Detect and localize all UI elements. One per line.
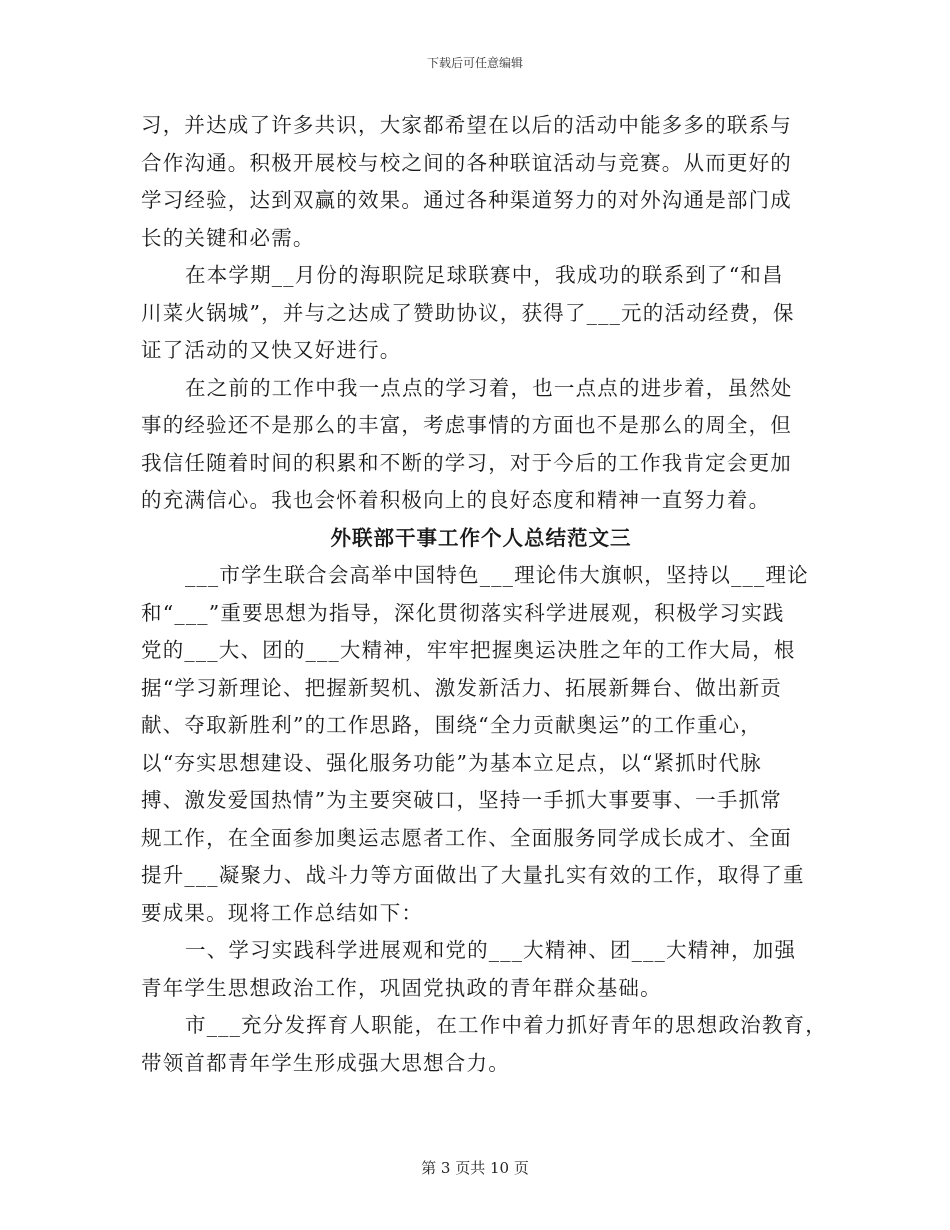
text-line: 献、夺取新胜利”的工作思路，围绕“全力贡献奥运”的工作重心， <box>141 713 762 737</box>
text-line: 川菜火锅城”，并与之达成了赞助协议，获得了___元的活动经费，保 <box>141 300 795 325</box>
text-line: 在之前的工作中我一点点的学习着，也一点点的进步着，虽然处 <box>185 375 793 400</box>
text-line: 规工作，在全面参加奥运志愿者工作、全面服务同学成长成才、全面 <box>141 825 792 850</box>
text-line: 学习经验，达到双赢的效果。通过各种渠道努力的对外沟通是部门成 <box>141 188 792 212</box>
document-body <box>141 107 827 1082</box>
page-header: 下载后可任意编辑 <box>426 56 523 70</box>
text-line: 长的关键和必需。 <box>141 225 315 250</box>
text-line: 事的经验还不是那么的丰富，考虑事情的方面也不是那么的周全，但 <box>141 413 792 437</box>
text-line: 党的___大、团的___大精神，牢牢把握奥运决胜之年的工作大局，根 <box>141 638 796 662</box>
text-line: 带领首都青年学生形成强大思想合力。 <box>141 1050 510 1075</box>
text-line: 据“学习新理论、把握新契机、激发新活力、拓展新舞台、做出新贡 <box>141 675 782 700</box>
text-line: 证了活动的又快又好进行。 <box>141 338 402 362</box>
text-line: 和“___”重要思想为指导，深化贯彻落实科学进展观，积极学习实践 <box>141 600 785 625</box>
text-line: 在本学期__月份的海职院足球联赛中，我成功的联系到了“和昌 <box>185 263 784 287</box>
text-line: 以“夯实思想建设、强化服务功能”为基本立足点，以“紧抓时代脉 <box>141 750 762 775</box>
section-title: 外联部干事工作个人总结范文三 <box>330 525 632 550</box>
page-footer: 第 3 页共 10 页 <box>421 1159 529 1177</box>
text-line: 要成果。现将工作总结如下： <box>141 900 424 925</box>
text-line: ___市学生联合会高举中国特色___理论伟大旗帜，坚持以___理论 <box>185 563 809 587</box>
text-line: 我信任随着时间的积累和不断的学习，对于今后的工作我肯定会更加 <box>141 450 792 475</box>
text-line: 市___充分发挥育人职能，在工作中着力抓好青年的思想政治教育， <box>185 1013 827 1037</box>
text-line: 合作沟通。积极开展校与校之间的各种联谊活动与竞赛。从而更好的 <box>141 150 792 175</box>
text-line: 一、学习实践科学进展观和党的___大精神、团___大精神，加强 <box>185 938 797 962</box>
text-line: 的充满信心。我也会怀着积极向上的良好态度和精神一直努力着。 <box>141 488 771 512</box>
text-line: 习，并达成了许多共识，大家都希望在以后的活动中能多多的联系与 <box>141 113 792 137</box>
text-line: 提升___凝聚力、战斗力等方面做出了大量扎实有效的工作，取得了重 <box>141 863 805 887</box>
text-line: 搏、激发爱国热情”为主要突破口，坚持一手抓大事要事、一手抓常 <box>141 788 782 812</box>
text-line: 青年学生思想政治工作，巩固党执政的青年群众基础。 <box>141 975 662 1000</box>
